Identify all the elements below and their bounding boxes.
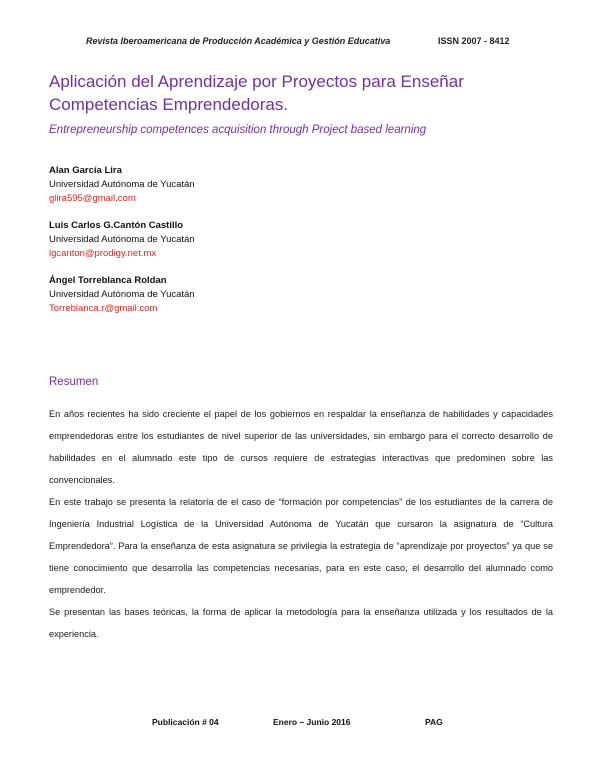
issn: ISSN 2007 - 8412 xyxy=(438,36,510,46)
author-name: Alan García Lira xyxy=(49,165,122,176)
abstract-heading: Resumen xyxy=(49,376,99,388)
author-email-link[interactable]: lgcanton@prodigy.net.mx xyxy=(49,248,157,259)
footer-date: Enero – Junio 2016 xyxy=(273,717,351,727)
author-list xyxy=(49,164,549,329)
footer-page: PAG xyxy=(425,717,443,727)
abstract-paragraph: Se presentan las bases teóricas, la forma de aplicar la metodología para la enseñanza utilizada y los resultados de la experiencia. xyxy=(49,607,553,639)
abstract-paragraph: En años recientes ha sido creciente el papel de los gobiernos en respaldar la enseñanza de habilidades y capacidades emprendedoras entre los estudiantes de nivel superior de las universidades, sin embargo para el correcto desarrollo de habilidades en el alumnado este tipo de cursos requiere de estrategias interactivas que predominen sobre las convencionales. xyxy=(49,409,553,485)
author-affiliation: Universidad Autónoma de Yucatán xyxy=(49,289,195,300)
footer-publication: Publicación # 04 xyxy=(152,717,219,727)
author-name: Luis Carlos G.Cantón Castillo xyxy=(49,220,184,231)
author-email-link[interactable]: Torreblanca.r@gmail.com xyxy=(49,303,158,314)
author-block xyxy=(49,164,549,206)
abstract-paragraph: En este trabajo se presenta la relatoría de el caso de “formación por competencias” de los estudiantes de la carrera de Ingeniería Industrial Logística de la Universidad Autónoma de Yucatán que cursaron la asignatura de “Cultura Emprendedora”. Para la enseñanza de esta asignatura se privilegia la estrategia de “aprendizaje por proyectos” ya que se tiene conocimiento que desarrolla las competencias necesarias, para en este caso, el desarrollo del alumnado como emprendedor. xyxy=(49,497,553,595)
abstract-body xyxy=(49,403,553,645)
author-name: Ángel Torreblanca Roldan xyxy=(49,275,167,286)
author-email-link[interactable]: glira595@gmail.com xyxy=(49,193,136,204)
author-affiliation: Universidad Autónoma de Yucatán xyxy=(49,234,195,245)
author-block xyxy=(49,219,549,261)
paper-subtitle: Entrepreneurship competences acquisition through Project based learning xyxy=(49,124,427,136)
journal-name: Revista Iberoamericana de Producción Académica y Gestión Educativa xyxy=(86,36,391,46)
paper-title: Aplicación del Aprendizaje por Proyectos para Enseñar Competencias Emprendedoras. xyxy=(49,72,464,114)
author-affiliation: Universidad Autónoma de Yucatán xyxy=(49,179,195,190)
author-block xyxy=(49,274,549,316)
